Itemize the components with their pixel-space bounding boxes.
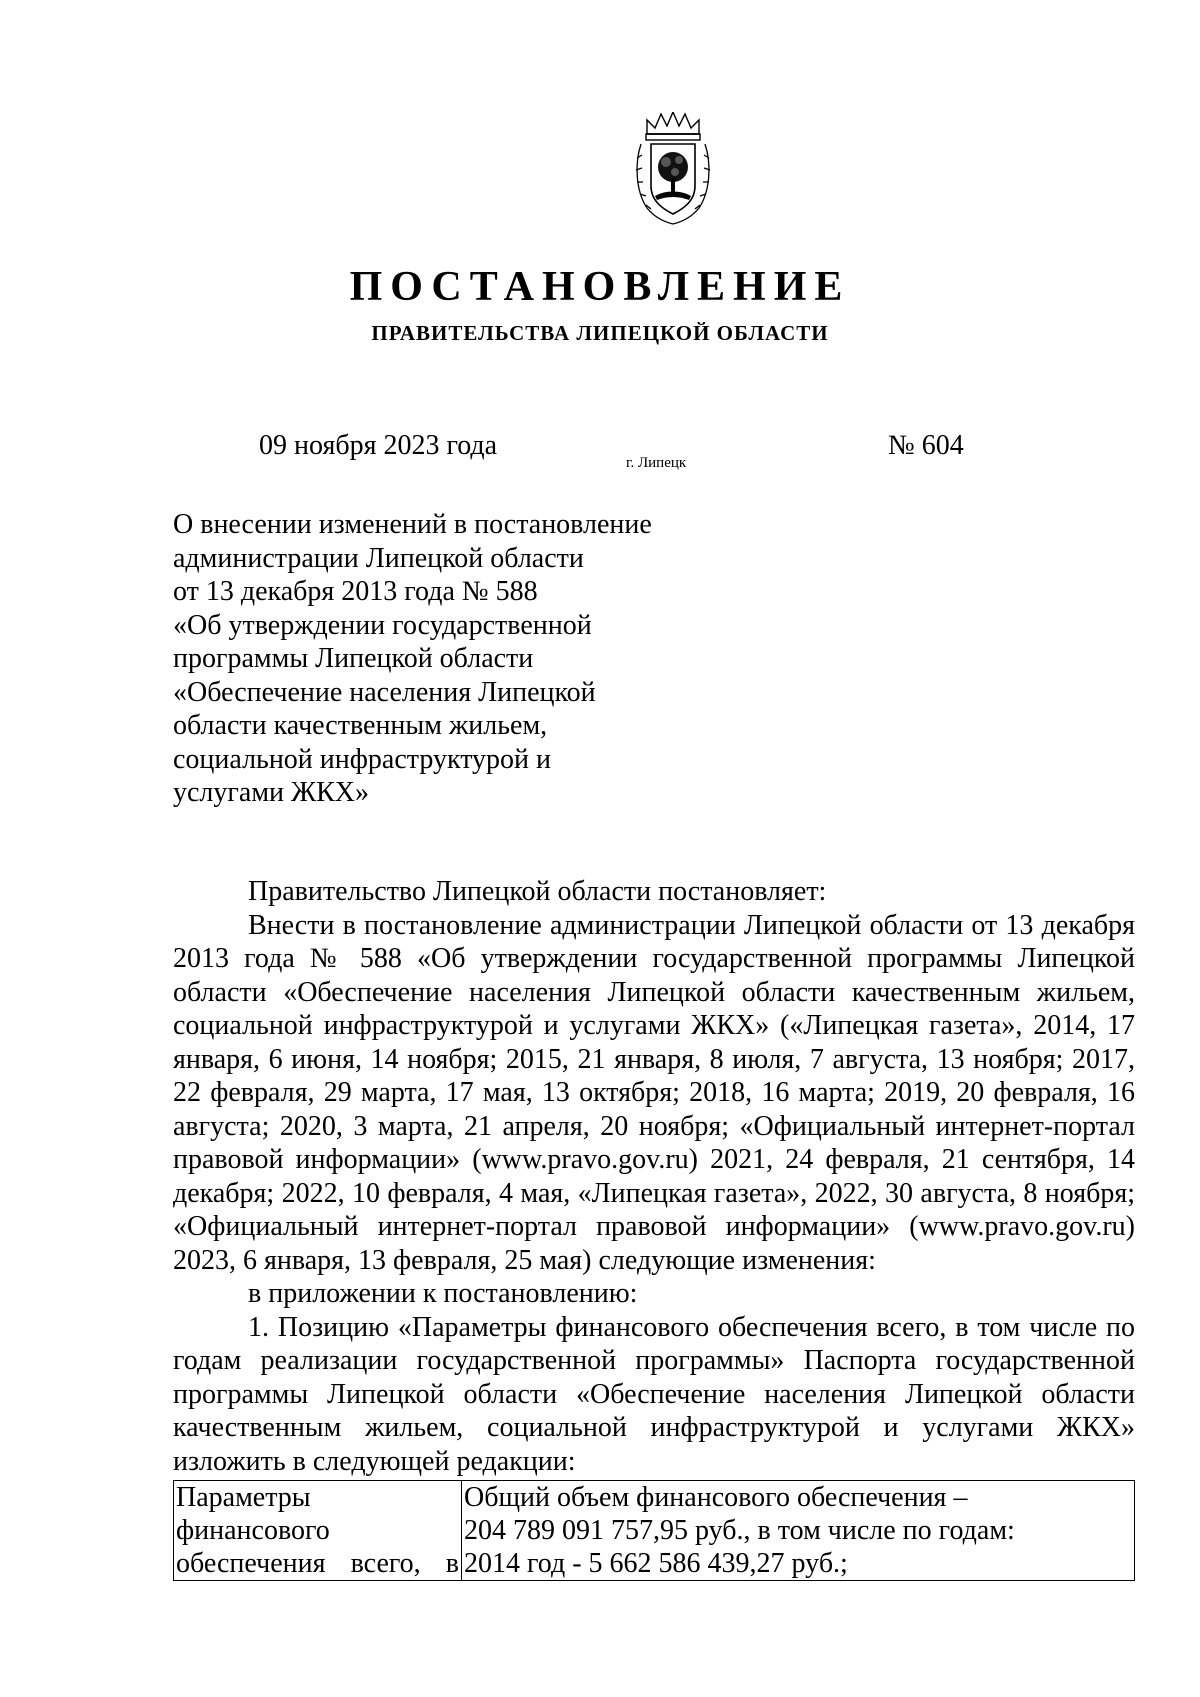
table-row [174, 1481, 1135, 1581]
table-left-line: обеспечения всего, в [176, 1548, 459, 1579]
table-left-line: финансового [176, 1515, 330, 1546]
appendix-paragraph: в приложении к постановлению: [248, 1278, 638, 1309]
subject-line: администрации Липецкой области [173, 542, 584, 574]
document-city: г. Липецк [626, 455, 687, 471]
table-right-line: 204 789 091 757,95 руб., в том числе по годам: [464, 1515, 1015, 1546]
document-title: ПОСТАНОВЛЕНИЕ [349, 264, 851, 310]
table-cell-label [174, 1481, 462, 1581]
document-body [173, 875, 1135, 1478]
subject-line: области качественным жильем, [173, 710, 548, 741]
subject-line: услугами ЖКХ» [173, 777, 369, 808]
coat-of-arms-icon [633, 112, 713, 228]
subject-line: программы Липецкой области [173, 643, 534, 674]
subject-line: социальной инфраструктурой и [173, 743, 552, 775]
table-right-line: Общий объем финансового обеспечения – [464, 1482, 968, 1513]
parameters-table [173, 1480, 1135, 1581]
document-subject [173, 508, 652, 810]
subject-line: «Об утверждении государственной [173, 609, 592, 641]
table-left-line: Параметры [176, 1482, 311, 1513]
main-paragraph: Внести в постановление администрации Липецкой области от 13 декабря 2013 года № 588 «Об утверждении государственной программы Липецкой области «Обеспечение населения Липецкой области качественным жильем, социальной инфраструктурой и услугами ЖКХ» («Липецкая газета», 2014, 17 января, 6 июня, 14 ноября; 2015, 21 января, 8 июля, 7 августа, 13 ноября; 2017, 22 февраля, 29 марта, 17 мая, 13 октября; 2018, 16 марта; 2019, 20 февраля, 16 августа; 2020, 3 марта, 21 апреля, 20 ноября; «Официальный интернет-портал правовой информации» (www.pravo.gov.ru) 2021, 24 февраля, 21 сентября, 14 декабря; 2022, 10 февраля, 4 мая, «Липецкая газета», 2022, 30 августа, 8 ноября; «Официальный интернет-портал правовой информации» (www.pravo.gov.ru) 2023, 6 января, 13 февраля, 25 мая) следующие изменения: [173, 909, 1135, 1276]
table-right-line: 2014 год - 5 662 586 439,27 руб.; [464, 1548, 848, 1579]
subject-line: О внесении изменений в постановление [173, 509, 652, 540]
document-subtitle: ПРАВИТЕЛЬСТВА ЛИПЕЦКОЙ ОБЛАСТИ [371, 321, 829, 345]
intro-paragraph: Правительство Липецкой области постановляет: [248, 876, 827, 907]
subject-line: от 13 декабря 2013 года № 588 [173, 576, 538, 607]
document-number: № 604 [888, 430, 964, 461]
document-date: 09 ноября 2023 года [259, 430, 498, 461]
subject-line: «Обеспечение населения Липецкой [173, 676, 596, 708]
table-cell-value [462, 1481, 1135, 1581]
item-1-paragraph: 1. Позицию «Параметры финансового обеспечения всего, в том числе по годам реализации государственной программы» Паспорта государственной программы Липецкой области «Обеспечение населения Липецкой области качественным жильем, социальной инфраструктурой и услугами ЖКХ» изложить в следующей редакции: [173, 1311, 1135, 1477]
